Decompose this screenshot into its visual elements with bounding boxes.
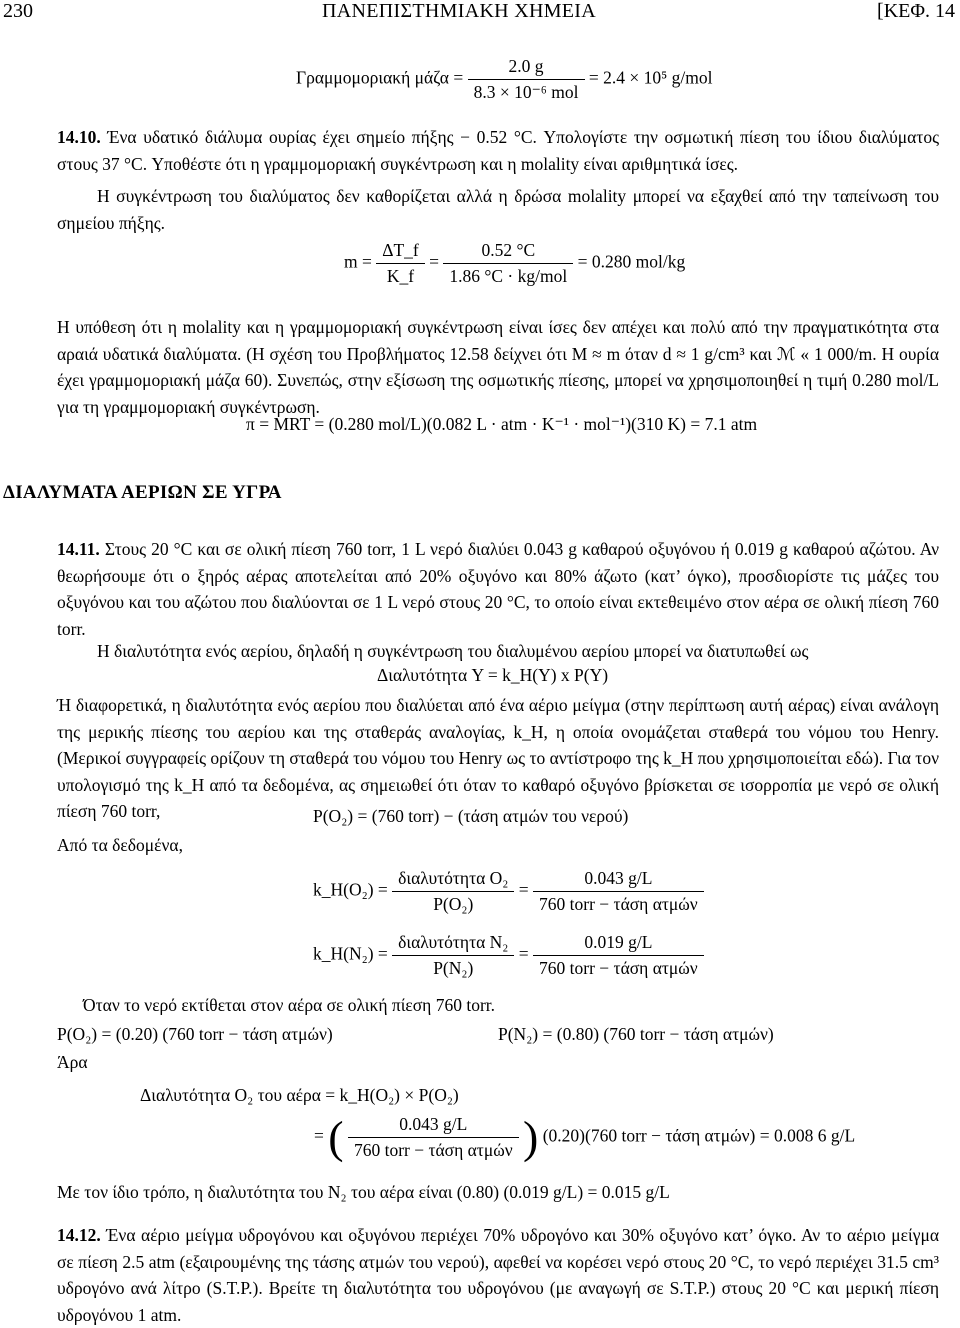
running-header-title: ΠΑΝΕΠΙΣΤΗΜΙΑΚΗ ΧΗΜΕΙΑ [322, 0, 597, 22]
chapter-label: [ΚΕΦ. 14 [877, 0, 955, 22]
problem-14-11: 14.11. Στους 20 °C και σε ολική πίεση 760 torr, 1 L νερό διαλύει 0.043 g καθαρού οξυγόνου ή 0.019 g καθαρού αζώτου. Αν θεωρήσουμε ότι ο ξηρός αέρας αποτελείται από 20% οξυγόνο και 80% άζωτο (κατ’ όγκο), προσδιορίστε τις μάζες του οξυγόνου και του αζώτου που διαλύονται σε 1 L νερό στους 20 °C, το οποίο είναι εκτεθειμένο στον αέρα σε ολική πίεση 760 torr. [57, 539, 939, 639]
molality-equation: m = $\frac{\Delta T\_f}{K\_f}$ = $\frac{0.52 ^\circ C}{\text{1.86 °C · kg/mol}}$ = 0.280 mol/kg [344, 240, 686, 286]
page-number: 230 [3, 0, 33, 22]
solution-paragraph: Η υπόθεση ότι η molality και η γραμμομοριακή συγκέντρωση είναι ίσες δεν απέχει και πολύ από την πραγματικότητα στα αραιά υδατικά διαλύματα. (Η σχέση του Προβλήματος 12.58 δείχνει ότι M ≈ m όταν d ≈ 1 g/cm³ και ℳ « 1 000/m. Η ουρία έχει γραμμομοριακή μάζα 60). Συνεπώς, στην εξίσωση της οσμωτικής πίεσης, μπορεί να χρησιμοποιηθεί η τιμή 0.280 mol/L για τη γραμμομοριακή συγκέντρωση. [57, 317, 939, 417]
o2-solubility-result: = ( $\frac{0.043 g/L}{\text{760 torr − τάση ατμών}}$ ) (0.20)(760 torr − τάση ατμών) = 0.008 6 g/L [314, 1111, 856, 1163]
po2-air: P(O₂) = (0.20) (760 torr − τάση ατμών) [57, 1024, 333, 1044]
from-data-label: Από τα δεδομένα, [57, 835, 183, 855]
molar-mass-equation: Γραμμομοριακή μάζα = $\frac{2.0 g}{\text{8.3 × 10⁻⁶ mol}}$ = 2.4 × 10⁵ g/mol [296, 56, 713, 102]
kh-n2-equation: k_H(N₂) = $\frac{\text{διαλυτότητα N₂}}{\text{P(N₂)}}$ = $\frac{0.019 g/L}{\text{760 torr − τάση ατμών}}$ [313, 932, 704, 979]
fraction: $\frac{2.0 g}{\text{8.3 × 10⁻⁶ mol}}$ [468, 56, 585, 103]
kh-o2-equation: k_H(O₂) = $\frac{\text{διαλυτότητα O₂}}{\text{P(O₂)}}$ = $\frac{0.043 g/L}{\text{760 torr − τάση ατμών}}$ [313, 868, 704, 915]
solubility-equation: Διαλυτότητα Y = k_H(Y) x P(Y) [377, 665, 609, 685]
solution-paragraph: Η συγκέντρωση του διαλύματος δεν καθορίζεται αλλά η δρώσα molality μπορεί να εξαχθεί από την ταπείνωση του σημείου πήξης. [57, 186, 939, 233]
problem-14-10: 14.10. Ένα υδατικό διάλυμα ουρίας έχει σημείο πήξης − 0.52 °C. Υπολογίστε την οσμωτική πίεση του ίδιου διαλύματος στους 37 °C. Υποθέστε ότι η γραμμομοριακή συγκέντρωση και η molality είναι αριθμητικά ίσες. [57, 127, 940, 174]
problem-14-12: 14.12. Ένα αέριο μείγμα υδρογόνου και οξυγόνου περιέχει 70% υδρογόνο και 30% οξυγόνο κατ’ όγκο. Αν το αέριο μείγμα σε πίεση 2.5 atm (εξαιρουμένης της τάσης ατμών του νερού), αφεθεί να κορέσει νερό στους 20 °C, το νερό περιέχει 31.5 cm³ υδρογόνο ανά λίτρο (S.T.P.). Βρείτε τη διαλυτότητα του υδρογόνου (με αναγωγή σε S.T.P.) στους 20 °C και μερική πίεση υδρογόνου 1 atm. [57, 1225, 939, 1325]
therefore-label: Άρα [57, 1052, 88, 1072]
n2-solubility-statement: Με τον ίδιο τρόπο, η διαλυτότητα του N₂ του αέρα είναι (0.80) (0.019 g/L) = 0.015 g/L [57, 1182, 670, 1202]
po2-equation: P(O₂) = (760 torr) − (τάση ατμών του νερού) [313, 806, 629, 826]
solution-paragraph: Η διαλυτότητα ενός αερίου, δηλαδή η συγκέντρωση του διαλυμένου αερίου μπορεί να διατυπωθεί ως [97, 641, 809, 661]
o2-solubility-equation: Διαλυτότητα O₂ του αέρα = k_H(O₂) × P(O₂) [140, 1085, 459, 1105]
osmotic-pressure-equation: π = MRT = (0.280 mol/L)(0.082 L · atm · K⁻¹ · mol⁻¹)(310 K) = 7.1 atm [246, 414, 758, 434]
pn2-air: P(N₂) = (0.80) (760 torr − τάση ατμών) [498, 1024, 774, 1044]
air-exposure-statement: Όταν το νερό εκτίθεται στον αέρα σε ολική πίεση 760 torr. [83, 995, 496, 1015]
section-heading: ΔΙΑΛΥΜΑΤΑ ΑΕΡΙΩΝ ΣΕ ΥΓΡΑ [3, 482, 282, 503]
solution-paragraph: Ή διαφορετικά, η διαλυτότητα ενός αερίου που διαλύεται από ένα αέριο μείγμα (στην περίπτωση αυτή αέρας) είναι ανάλογη της μερικής πίεσης του αερίου και της σταθεράς αναλογίας, k_H, η οποία ονομάζεται σταθερά του νόμου του Henry. (Μερικοί συγγραφείς ορίζουν τη σταθερά του νόμου του Henry ως το αντίστροφο της k_H που χρησιμοποιείται εδώ). Για τον υπολογισμό της k_H από τα δεδομένα, ας σημειωθεί ότι όταν το καθαρό οξυγόνο βρίσκεται σε ισορροπία με νερό σε ολική πίεση 760 torr, [57, 695, 939, 821]
